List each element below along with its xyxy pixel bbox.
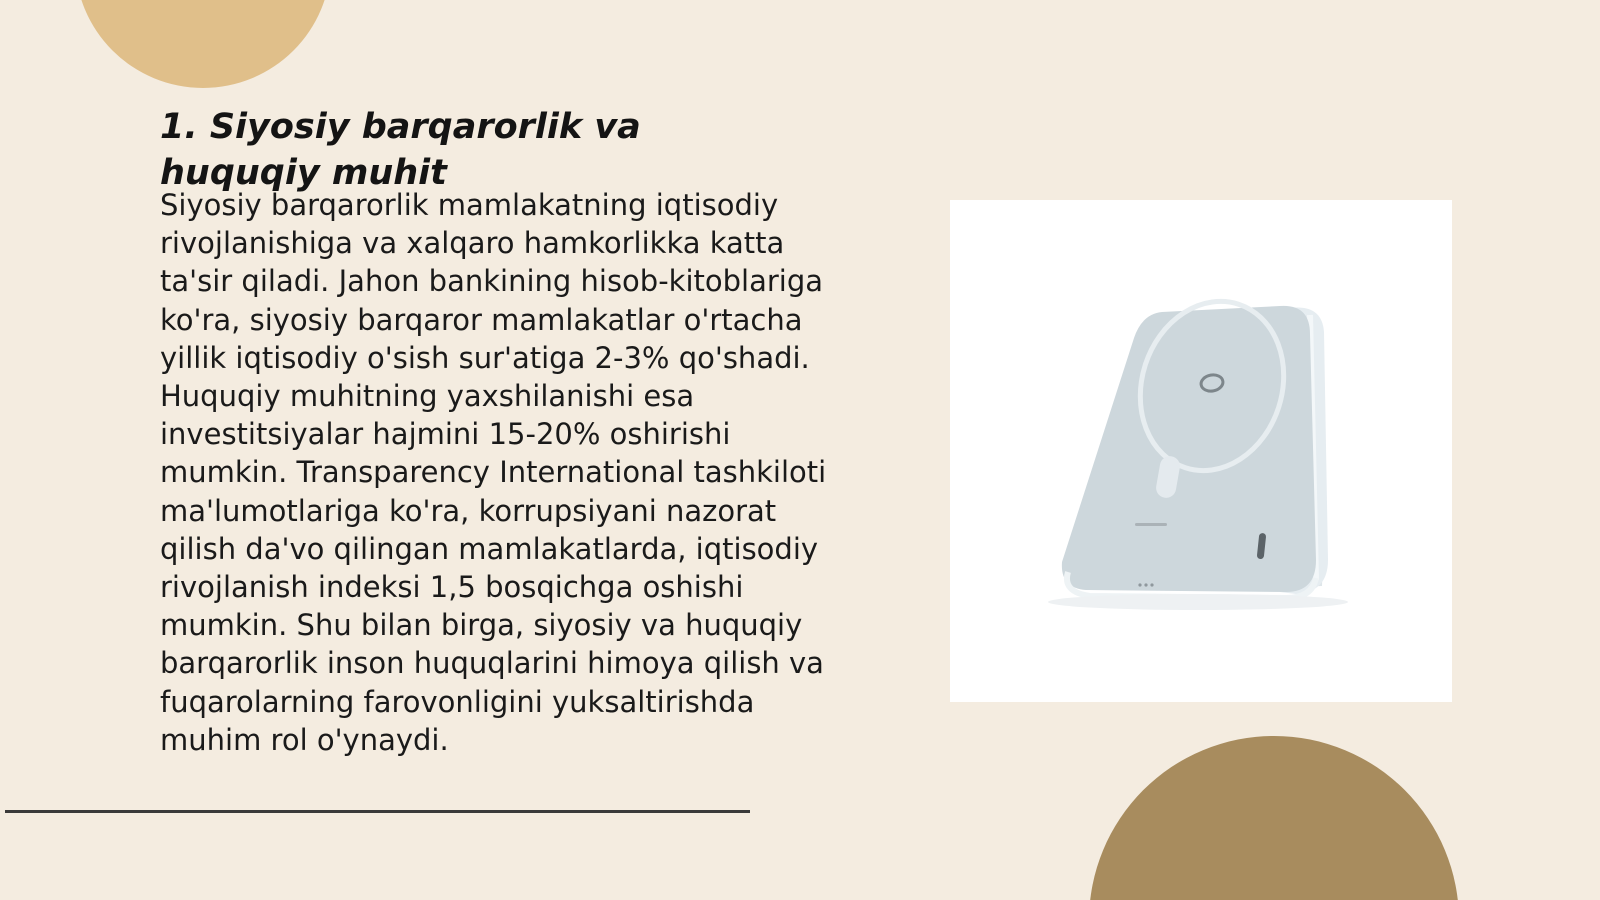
slide-body-text: Siyosiy barqarorlik mamlakatning iqtisodiy rivojlanishiga va xalqaro hamkorlikka katta ta'sir qiladi. Jahon bankining hisob-kitoblariga ko'ra, siyosiy barqaror mamlakatlar o'rtacha yillik iqtisodiy o'sish sur'atiga 2-3% qo'shadi. Huquqiy muhitning yaxshilanishi esa investitsiyalar hajmini 15-20% oshirishi mumkin. Transparency International tashkiloti ma'lumotlariga ko'ra, korrupsiyani nazorat qilish da'vo qilingan mamlakatlarda, iqtisodiy rivojlanish indeksi 1,5 bosqichga oshishi mumkin. Shu bilan birga, siyosiy va huquqiy barqarorlik inson huquqlarini himoya qilish va fuqarolarning farovonligini yuksaltirishda muhim rol o'ynaydi. bbox=[160, 188, 827, 757]
decorative-circle-top bbox=[75, 0, 331, 88]
divider-line bbox=[5, 810, 750, 813]
power-bank-icon bbox=[950, 200, 1452, 702]
decorative-circle-bottom bbox=[1089, 736, 1459, 900]
product-image bbox=[950, 200, 1452, 702]
slide-title: 1. Siyosiy barqarorlik va huquqiy muhit bbox=[160, 107, 641, 193]
